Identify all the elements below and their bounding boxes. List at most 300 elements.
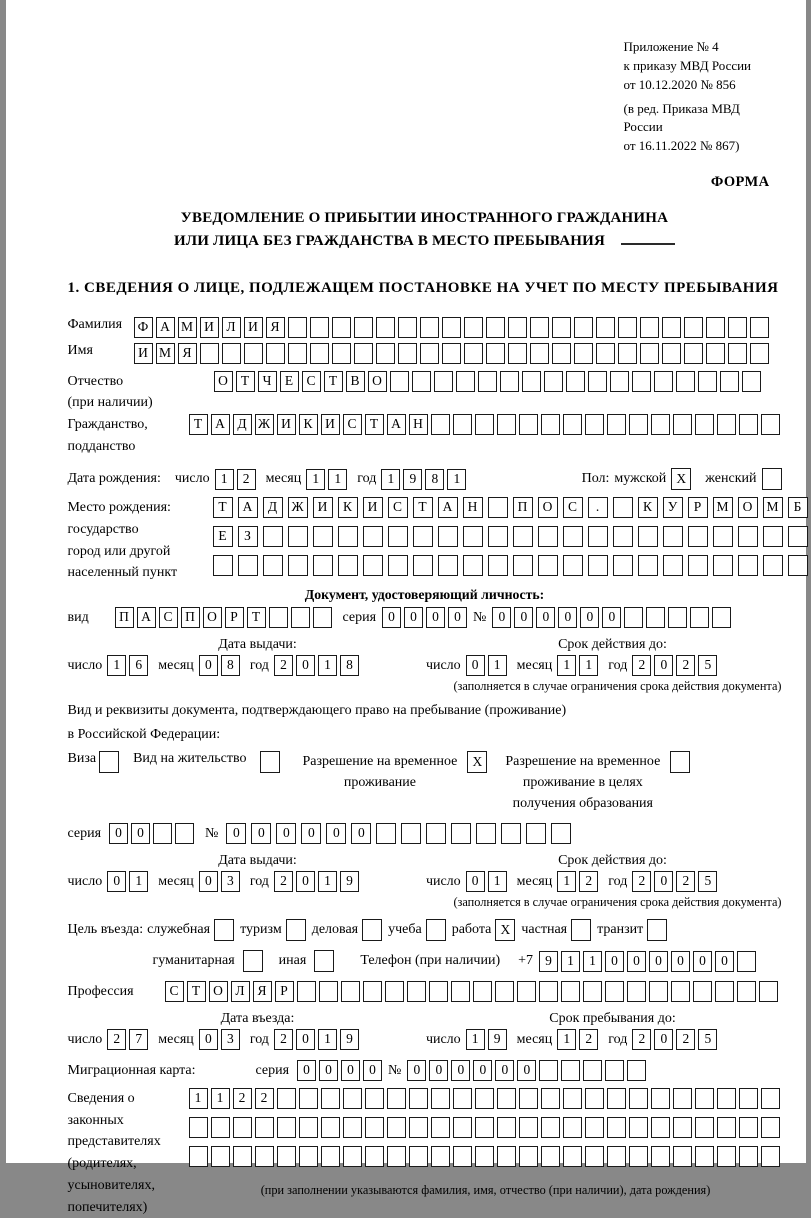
char-cell[interactable] bbox=[365, 1146, 384, 1167]
char-cell[interactable] bbox=[338, 526, 358, 547]
char-cell[interactable]: 2 bbox=[632, 655, 651, 676]
temp-residence-permit-checkbox[interactable]: X bbox=[467, 751, 487, 773]
char-cell[interactable] bbox=[488, 497, 508, 518]
char-cell[interactable] bbox=[486, 317, 505, 338]
char-cell[interactable] bbox=[442, 317, 461, 338]
char-cell[interactable] bbox=[654, 371, 673, 392]
char-cell[interactable]: 0 bbox=[404, 607, 423, 628]
char-cell[interactable]: 1 bbox=[488, 655, 507, 676]
char-cell[interactable]: 0 bbox=[251, 823, 271, 844]
char-cell[interactable] bbox=[233, 1146, 252, 1167]
char-cell[interactable] bbox=[401, 823, 421, 844]
char-cell[interactable] bbox=[627, 1060, 646, 1081]
char-cell[interactable] bbox=[429, 981, 448, 1002]
char-cell[interactable] bbox=[538, 555, 558, 576]
char-cell[interactable] bbox=[585, 1088, 604, 1109]
char-cell[interactable] bbox=[583, 981, 602, 1002]
char-cell[interactable] bbox=[695, 1146, 714, 1167]
char-cell[interactable]: 2 bbox=[579, 1029, 598, 1050]
char-cell[interactable]: М bbox=[763, 497, 783, 518]
char-cell[interactable]: М bbox=[156, 343, 175, 364]
char-cell[interactable]: 1 bbox=[381, 469, 400, 490]
char-cell[interactable]: П bbox=[181, 607, 200, 628]
char-cell[interactable]: 2 bbox=[632, 871, 651, 892]
sex-male-checkbox[interactable]: X bbox=[671, 468, 691, 490]
char-cell[interactable] bbox=[739, 414, 758, 435]
char-cell[interactable]: 1 bbox=[129, 871, 148, 892]
char-cell[interactable] bbox=[673, 1088, 692, 1109]
char-cell[interactable] bbox=[508, 343, 527, 364]
char-cell[interactable]: 0 bbox=[558, 607, 577, 628]
char-cell[interactable] bbox=[761, 1146, 780, 1167]
char-cell[interactable] bbox=[738, 526, 758, 547]
char-cell[interactable] bbox=[456, 371, 475, 392]
char-cell[interactable]: Л bbox=[222, 317, 241, 338]
char-cell[interactable] bbox=[310, 317, 329, 338]
char-cell[interactable] bbox=[739, 1146, 758, 1167]
char-cell[interactable] bbox=[668, 607, 687, 628]
char-cell[interactable] bbox=[431, 1117, 450, 1138]
char-cell[interactable] bbox=[376, 317, 395, 338]
char-cell[interactable] bbox=[585, 1117, 604, 1138]
char-cell[interactable] bbox=[613, 497, 633, 518]
char-cell[interactable] bbox=[321, 1117, 340, 1138]
char-cell[interactable] bbox=[431, 414, 450, 435]
char-cell[interactable]: 0 bbox=[199, 871, 218, 892]
char-cell[interactable] bbox=[607, 1088, 626, 1109]
char-cell[interactable] bbox=[431, 1088, 450, 1109]
char-cell[interactable] bbox=[464, 343, 483, 364]
char-cell[interactable]: 1 bbox=[447, 469, 466, 490]
purpose-inaya-checkbox[interactable] bbox=[314, 950, 334, 972]
char-cell[interactable]: К bbox=[299, 414, 318, 435]
char-cell[interactable] bbox=[717, 414, 736, 435]
char-cell[interactable]: 0 bbox=[580, 607, 599, 628]
char-cell[interactable] bbox=[288, 317, 307, 338]
char-cell[interactable] bbox=[629, 1146, 648, 1167]
char-cell[interactable]: 2 bbox=[274, 871, 293, 892]
char-cell[interactable] bbox=[763, 526, 783, 547]
char-cell[interactable] bbox=[640, 343, 659, 364]
char-cell[interactable] bbox=[387, 1146, 406, 1167]
char-cell[interactable] bbox=[365, 1088, 384, 1109]
char-cell[interactable]: 0 bbox=[341, 1060, 360, 1081]
char-cell[interactable]: Н bbox=[409, 414, 428, 435]
char-cell[interactable]: 2 bbox=[274, 1029, 293, 1050]
char-cell[interactable] bbox=[266, 343, 285, 364]
char-cell[interactable]: 0 bbox=[495, 1060, 514, 1081]
char-cell[interactable]: 6 bbox=[129, 655, 148, 676]
char-cell[interactable] bbox=[497, 1117, 516, 1138]
char-cell[interactable] bbox=[713, 526, 733, 547]
char-cell[interactable] bbox=[739, 1088, 758, 1109]
purpose-rabota-checkbox[interactable]: X bbox=[495, 919, 515, 941]
char-cell[interactable] bbox=[728, 317, 747, 338]
char-cell[interactable]: 0 bbox=[654, 871, 673, 892]
char-cell[interactable] bbox=[742, 371, 761, 392]
char-cell[interactable] bbox=[693, 981, 712, 1002]
char-cell[interactable]: А bbox=[211, 414, 230, 435]
char-cell[interactable] bbox=[574, 343, 593, 364]
char-cell[interactable] bbox=[263, 526, 283, 547]
char-cell[interactable] bbox=[453, 1088, 472, 1109]
char-cell[interactable] bbox=[398, 317, 417, 338]
char-cell[interactable]: 9 bbox=[488, 1029, 507, 1050]
char-cell[interactable] bbox=[453, 1146, 472, 1167]
char-cell[interactable]: 0 bbox=[107, 871, 126, 892]
char-cell[interactable] bbox=[541, 1146, 560, 1167]
purpose-sluzhebnaya-checkbox[interactable] bbox=[214, 919, 234, 941]
purpose-ucheba-checkbox[interactable] bbox=[426, 919, 446, 941]
char-cell[interactable]: 0 bbox=[297, 1060, 316, 1081]
char-cell[interactable] bbox=[688, 526, 708, 547]
char-cell[interactable] bbox=[541, 1117, 560, 1138]
char-cell[interactable] bbox=[475, 414, 494, 435]
char-cell[interactable] bbox=[561, 981, 580, 1002]
char-cell[interactable] bbox=[662, 343, 681, 364]
char-cell[interactable] bbox=[737, 981, 756, 1002]
char-cell[interactable]: И bbox=[321, 414, 340, 435]
char-cell[interactable] bbox=[388, 555, 408, 576]
char-cell[interactable]: М bbox=[178, 317, 197, 338]
char-cell[interactable]: Я bbox=[178, 343, 197, 364]
char-cell[interactable] bbox=[497, 414, 516, 435]
char-cell[interactable] bbox=[629, 414, 648, 435]
char-cell[interactable] bbox=[277, 1088, 296, 1109]
char-cell[interactable]: 0 bbox=[693, 951, 712, 972]
char-cell[interactable] bbox=[522, 371, 541, 392]
char-cell[interactable]: 3 bbox=[221, 871, 240, 892]
char-cell[interactable] bbox=[646, 607, 665, 628]
char-cell[interactable]: Т bbox=[236, 371, 255, 392]
char-cell[interactable] bbox=[690, 607, 709, 628]
char-cell[interactable] bbox=[763, 555, 783, 576]
char-cell[interactable] bbox=[706, 317, 725, 338]
char-cell[interactable]: О bbox=[203, 607, 222, 628]
char-cell[interactable] bbox=[717, 1146, 736, 1167]
char-cell[interactable]: 2 bbox=[676, 871, 695, 892]
char-cell[interactable] bbox=[563, 414, 582, 435]
char-cell[interactable]: 0 bbox=[296, 1029, 315, 1050]
char-cell[interactable] bbox=[684, 343, 703, 364]
char-cell[interactable]: 2 bbox=[237, 469, 256, 490]
char-cell[interactable] bbox=[739, 1117, 758, 1138]
char-cell[interactable] bbox=[651, 1088, 670, 1109]
char-cell[interactable] bbox=[453, 414, 472, 435]
char-cell[interactable]: С bbox=[302, 371, 321, 392]
char-cell[interactable]: 2 bbox=[579, 871, 598, 892]
char-cell[interactable] bbox=[211, 1146, 230, 1167]
char-cell[interactable]: С bbox=[165, 981, 184, 1002]
char-cell[interactable] bbox=[526, 823, 546, 844]
char-cell[interactable] bbox=[451, 823, 471, 844]
char-cell[interactable] bbox=[513, 555, 533, 576]
char-cell[interactable]: И bbox=[363, 497, 383, 518]
edu-residence-permit-checkbox[interactable] bbox=[670, 751, 690, 773]
char-cell[interactable]: В bbox=[346, 371, 365, 392]
char-cell[interactable] bbox=[605, 981, 624, 1002]
char-cell[interactable]: 1 bbox=[318, 655, 337, 676]
char-cell[interactable] bbox=[632, 371, 651, 392]
char-cell[interactable] bbox=[563, 555, 583, 576]
char-cell[interactable]: 0 bbox=[602, 607, 621, 628]
char-cell[interactable]: А bbox=[387, 414, 406, 435]
char-cell[interactable]: 0 bbox=[407, 1060, 426, 1081]
char-cell[interactable]: И bbox=[134, 343, 153, 364]
char-cell[interactable] bbox=[464, 317, 483, 338]
purpose-delovaya-checkbox[interactable] bbox=[362, 919, 382, 941]
char-cell[interactable]: А bbox=[438, 497, 458, 518]
char-cell[interactable] bbox=[385, 981, 404, 1002]
char-cell[interactable] bbox=[291, 607, 310, 628]
char-cell[interactable] bbox=[563, 526, 583, 547]
char-cell[interactable] bbox=[613, 555, 633, 576]
char-cell[interactable] bbox=[277, 1117, 296, 1138]
char-cell[interactable] bbox=[365, 1117, 384, 1138]
char-cell[interactable] bbox=[175, 823, 194, 844]
char-cell[interactable]: З bbox=[238, 526, 258, 547]
char-cell[interactable]: 0 bbox=[466, 655, 485, 676]
char-cell[interactable]: 0 bbox=[649, 951, 668, 972]
char-cell[interactable] bbox=[475, 1117, 494, 1138]
char-cell[interactable] bbox=[552, 317, 571, 338]
char-cell[interactable] bbox=[500, 371, 519, 392]
char-cell[interactable] bbox=[539, 981, 558, 1002]
char-cell[interactable] bbox=[153, 823, 172, 844]
char-cell[interactable]: 0 bbox=[363, 1060, 382, 1081]
char-cell[interactable] bbox=[486, 343, 505, 364]
char-cell[interactable]: 0 bbox=[319, 1060, 338, 1081]
char-cell[interactable] bbox=[538, 526, 558, 547]
char-cell[interactable] bbox=[574, 317, 593, 338]
char-cell[interactable]: А bbox=[156, 317, 175, 338]
char-cell[interactable]: 1 bbox=[189, 1088, 208, 1109]
char-cell[interactable] bbox=[426, 823, 446, 844]
char-cell[interactable]: 1 bbox=[488, 871, 507, 892]
char-cell[interactable] bbox=[343, 1088, 362, 1109]
char-cell[interactable] bbox=[363, 526, 383, 547]
char-cell[interactable]: 2 bbox=[676, 1029, 695, 1050]
char-cell[interactable] bbox=[244, 343, 263, 364]
char-cell[interactable]: 0 bbox=[605, 951, 624, 972]
purpose-turizm-checkbox[interactable] bbox=[286, 919, 306, 941]
char-cell[interactable]: П bbox=[513, 497, 533, 518]
char-cell[interactable] bbox=[618, 343, 637, 364]
char-cell[interactable] bbox=[313, 526, 333, 547]
char-cell[interactable]: 0 bbox=[351, 823, 371, 844]
char-cell[interactable]: . bbox=[588, 497, 608, 518]
char-cell[interactable] bbox=[332, 343, 351, 364]
char-cell[interactable]: 0 bbox=[131, 823, 150, 844]
char-cell[interactable]: Е bbox=[280, 371, 299, 392]
char-cell[interactable] bbox=[390, 371, 409, 392]
char-cell[interactable] bbox=[563, 1088, 582, 1109]
char-cell[interactable] bbox=[541, 1088, 560, 1109]
char-cell[interactable]: И bbox=[200, 317, 219, 338]
char-cell[interactable]: 1 bbox=[318, 1029, 337, 1050]
char-cell[interactable]: Ж bbox=[288, 497, 308, 518]
char-cell[interactable] bbox=[596, 317, 615, 338]
char-cell[interactable]: О bbox=[368, 371, 387, 392]
char-cell[interactable] bbox=[588, 526, 608, 547]
char-cell[interactable] bbox=[409, 1117, 428, 1138]
char-cell[interactable] bbox=[607, 1146, 626, 1167]
char-cell[interactable] bbox=[388, 526, 408, 547]
char-cell[interactable] bbox=[313, 555, 333, 576]
char-cell[interactable]: 5 bbox=[698, 871, 717, 892]
char-cell[interactable] bbox=[453, 1117, 472, 1138]
char-cell[interactable]: 1 bbox=[215, 469, 234, 490]
char-cell[interactable]: Р bbox=[688, 497, 708, 518]
char-cell[interactable]: 1 bbox=[557, 871, 576, 892]
char-cell[interactable] bbox=[376, 343, 395, 364]
char-cell[interactable]: Т bbox=[213, 497, 233, 518]
char-cell[interactable] bbox=[713, 555, 733, 576]
char-cell[interactable] bbox=[761, 1088, 780, 1109]
char-cell[interactable] bbox=[738, 555, 758, 576]
char-cell[interactable]: 0 bbox=[492, 607, 511, 628]
char-cell[interactable]: А bbox=[137, 607, 156, 628]
char-cell[interactable] bbox=[413, 555, 433, 576]
char-cell[interactable] bbox=[695, 1117, 714, 1138]
char-cell[interactable]: О bbox=[209, 981, 228, 1002]
char-cell[interactable] bbox=[544, 371, 563, 392]
char-cell[interactable] bbox=[488, 555, 508, 576]
char-cell[interactable] bbox=[519, 414, 538, 435]
char-cell[interactable] bbox=[761, 414, 780, 435]
char-cell[interactable]: Ч bbox=[258, 371, 277, 392]
char-cell[interactable] bbox=[398, 343, 417, 364]
char-cell[interactable] bbox=[354, 343, 373, 364]
char-cell[interactable] bbox=[519, 1088, 538, 1109]
char-cell[interactable] bbox=[475, 1088, 494, 1109]
char-cell[interactable]: Д bbox=[263, 497, 283, 518]
char-cell[interactable]: Д bbox=[233, 414, 252, 435]
char-cell[interactable] bbox=[607, 1117, 626, 1138]
char-cell[interactable] bbox=[438, 555, 458, 576]
char-cell[interactable] bbox=[269, 607, 288, 628]
char-cell[interactable]: 0 bbox=[301, 823, 321, 844]
char-cell[interactable] bbox=[618, 317, 637, 338]
char-cell[interactable] bbox=[255, 1146, 274, 1167]
char-cell[interactable]: 0 bbox=[199, 1029, 218, 1050]
char-cell[interactable] bbox=[473, 981, 492, 1002]
char-cell[interactable] bbox=[588, 555, 608, 576]
char-cell[interactable] bbox=[788, 526, 808, 547]
char-cell[interactable] bbox=[613, 526, 633, 547]
char-cell[interactable] bbox=[607, 414, 626, 435]
char-cell[interactable]: А bbox=[238, 497, 258, 518]
char-cell[interactable]: Н bbox=[463, 497, 483, 518]
char-cell[interactable]: С bbox=[388, 497, 408, 518]
char-cell[interactable]: М bbox=[713, 497, 733, 518]
char-cell[interactable] bbox=[475, 1146, 494, 1167]
char-cell[interactable]: 9 bbox=[340, 871, 359, 892]
char-cell[interactable] bbox=[233, 1117, 252, 1138]
char-cell[interactable]: 1 bbox=[466, 1029, 485, 1050]
char-cell[interactable] bbox=[663, 526, 683, 547]
char-cell[interactable] bbox=[299, 1088, 318, 1109]
char-cell[interactable]: 9 bbox=[539, 951, 558, 972]
char-cell[interactable] bbox=[513, 526, 533, 547]
char-cell[interactable] bbox=[213, 555, 233, 576]
char-cell[interactable] bbox=[662, 317, 681, 338]
char-cell[interactable] bbox=[409, 1088, 428, 1109]
char-cell[interactable]: 1 bbox=[557, 655, 576, 676]
char-cell[interactable] bbox=[638, 526, 658, 547]
char-cell[interactable]: 0 bbox=[715, 951, 734, 972]
char-cell[interactable]: 0 bbox=[429, 1060, 448, 1081]
purpose-tranzit-checkbox[interactable] bbox=[647, 919, 667, 941]
char-cell[interactable] bbox=[222, 343, 241, 364]
char-cell[interactable] bbox=[640, 317, 659, 338]
char-cell[interactable] bbox=[321, 1146, 340, 1167]
char-cell[interactable] bbox=[720, 371, 739, 392]
char-cell[interactable] bbox=[552, 343, 571, 364]
char-cell[interactable] bbox=[343, 1117, 362, 1138]
char-cell[interactable] bbox=[717, 1117, 736, 1138]
char-cell[interactable] bbox=[712, 607, 731, 628]
char-cell[interactable] bbox=[189, 1117, 208, 1138]
char-cell[interactable]: Р bbox=[225, 607, 244, 628]
char-cell[interactable]: Т bbox=[247, 607, 266, 628]
char-cell[interactable] bbox=[363, 981, 382, 1002]
char-cell[interactable] bbox=[663, 555, 683, 576]
char-cell[interactable] bbox=[501, 823, 521, 844]
char-cell[interactable]: Р bbox=[275, 981, 294, 1002]
char-cell[interactable] bbox=[750, 317, 769, 338]
char-cell[interactable]: 1 bbox=[557, 1029, 576, 1050]
char-cell[interactable] bbox=[519, 1146, 538, 1167]
char-cell[interactable] bbox=[434, 371, 453, 392]
char-cell[interactable] bbox=[277, 1146, 296, 1167]
char-cell[interactable] bbox=[759, 981, 778, 1002]
char-cell[interactable]: 9 bbox=[340, 1029, 359, 1050]
char-cell[interactable]: Т bbox=[365, 414, 384, 435]
char-cell[interactable]: 9 bbox=[403, 469, 422, 490]
char-cell[interactable] bbox=[651, 1146, 670, 1167]
char-cell[interactable] bbox=[649, 981, 668, 1002]
char-cell[interactable] bbox=[695, 414, 714, 435]
char-cell[interactable] bbox=[761, 1117, 780, 1138]
char-cell[interactable] bbox=[695, 1088, 714, 1109]
char-cell[interactable]: У bbox=[663, 497, 683, 518]
char-cell[interactable] bbox=[629, 1117, 648, 1138]
char-cell[interactable]: 0 bbox=[296, 655, 315, 676]
char-cell[interactable]: 1 bbox=[107, 655, 126, 676]
char-cell[interactable] bbox=[605, 1060, 624, 1081]
char-cell[interactable]: 8 bbox=[221, 655, 240, 676]
char-cell[interactable] bbox=[376, 823, 396, 844]
char-cell[interactable] bbox=[638, 555, 658, 576]
char-cell[interactable] bbox=[583, 1060, 602, 1081]
char-cell[interactable]: К bbox=[638, 497, 658, 518]
char-cell[interactable] bbox=[238, 555, 258, 576]
char-cell[interactable] bbox=[297, 981, 316, 1002]
char-cell[interactable] bbox=[463, 526, 483, 547]
char-cell[interactable] bbox=[673, 1117, 692, 1138]
char-cell[interactable]: Л bbox=[231, 981, 250, 1002]
char-cell[interactable]: 1 bbox=[318, 871, 337, 892]
char-cell[interactable]: 0 bbox=[451, 1060, 470, 1081]
char-cell[interactable] bbox=[706, 343, 725, 364]
char-cell[interactable] bbox=[478, 371, 497, 392]
char-cell[interactable]: 0 bbox=[296, 871, 315, 892]
char-cell[interactable]: С bbox=[343, 414, 362, 435]
char-cell[interactable]: 0 bbox=[627, 951, 646, 972]
char-cell[interactable] bbox=[566, 371, 585, 392]
char-cell[interactable]: 0 bbox=[654, 655, 673, 676]
